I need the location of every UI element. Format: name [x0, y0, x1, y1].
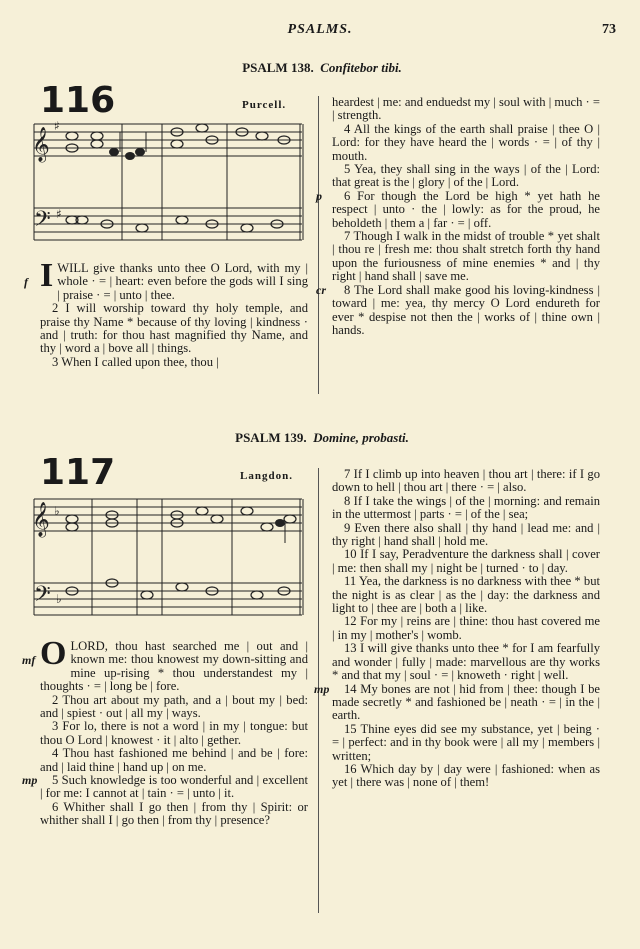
dynamic-mark: mp — [314, 681, 330, 696]
verse-8 — [316, 282, 600, 338]
verse-7: 7 If I climb up into heaven | thou art | there: if I go down to hell | thou art | there · = | also. — [332, 467, 600, 495]
verse-9: 9 Even there also shall | thy hand | lead me: and | thy right | hand shall | hold me. — [332, 520, 600, 549]
running-title: PSALMS. — [287, 22, 353, 37]
verse-3: 3 For lo, there is not a word | in my | tongue: but thou O Lord | knowest · it | alto | gether. — [40, 719, 308, 747]
verse-12: 12 For my | reins are | thine: thou hast covered me | in my | mother's | womb. — [332, 614, 600, 642]
verse-14 — [314, 681, 600, 723]
verse-5 — [22, 773, 308, 801]
drop-cap: I — [40, 257, 54, 294]
dynamic-mark: f — [24, 275, 28, 289]
dynamic-mark: cr — [316, 282, 326, 297]
verse-11: 11 Yea, the darkness is no darkness with thee * but the night is as clear | as the | day: the darkness and light to | thee are | both a | like. — [332, 574, 600, 616]
dynamic-mark: mp — [22, 773, 38, 788]
verse-text: WILL give thanks unto thee O Lord, with my | whole · = | heart: even before the gods will I sing | praise · = | unto | thee. — [57, 261, 308, 302]
svg-text:♭: ♭ — [54, 504, 60, 518]
verse-text: 5 Such knowledge is too wonderful and | excellent | for me: I cannot at | tain · = | unto | it. — [40, 773, 308, 801]
verse-6: 6 Whither shall I go then | from thy | Spirit: or whither shall I | go then | from thy | presence? — [40, 799, 308, 828]
tune-name-langdon: Langdon. — [240, 470, 293, 482]
verse-2: 2 I will worship toward thy holy temple, and praise thy Name * because of thy loving | kindness · and | truth: for thou hast magnified thy Name, and thy | word a | bove all | things. — [40, 301, 308, 356]
page-number: 73 — [602, 22, 616, 37]
psalm-138-heading — [22, 60, 622, 76]
verse-text: 6 For though the Lord be high * yet hath he respect | unto · the | lowly: as for the proud, he beholdeth | them a | far · = | off. — [332, 188, 600, 230]
verse-1 — [22, 635, 308, 694]
hymn-number-116: 116 — [40, 80, 116, 121]
verse-4: 4 All the kings of the earth shall praise | thee O | Lord: for they have heard the | words · = | of thy | mouth. — [332, 121, 600, 163]
verse-10: 10 If I say, Peradventure the darkness shall | cover | me: then shall my | night be | turned · to | day. — [332, 547, 600, 575]
verse-text: 8 The Lord shall make good his loving-kindness | toward | me: yea, thy mercy O Lord endureth for ever * despise not then the | works of | thine own | hands. — [332, 282, 600, 337]
treble-staff — [32, 499, 302, 538]
verse-3: 3 When I called upon thee, thou | — [52, 354, 219, 369]
svg-text:𝄢: 𝄢 — [34, 207, 51, 237]
barlines — [34, 124, 303, 240]
verse-2: 2 Thou art about my path, and a | bout my | bed: and | spiest · out | all my | ways. — [40, 692, 308, 721]
psalm-139-latin: Domine, probasti. — [313, 430, 409, 445]
verse-text: 14 My bones are not | hid from | thee: though I be made secretly * and fashioned be | neath · = | in the | earth. — [332, 681, 600, 723]
psalm-139-heading — [22, 430, 622, 446]
svg-text:𝄢: 𝄢 — [34, 582, 51, 612]
psalm-139-right-column — [314, 467, 600, 790]
svg-text:𝄞: 𝄞 — [32, 127, 50, 162]
verse-6 — [316, 188, 600, 230]
psalm-139-left-column — [22, 635, 308, 828]
svg-text:♯: ♯ — [56, 207, 62, 221]
psalm-138-title: PSALM 138. — [242, 60, 314, 75]
verse-1 — [24, 257, 308, 302]
verse-7: 7 Though I walk in the midst of trouble * yet shalt | thou re | fresh me: thou shalt stretch forth thy hand upon the furiousness of mine enemies * and | thy right | hand shall | save me. — [332, 229, 600, 284]
verse-5: 5 Yea, they shall sing in the ways | of the | Lord: that great is the | glory | of the | Lord. — [332, 162, 600, 190]
tune-name-purcell: Purcell. — [242, 99, 287, 111]
hymn-number-117: 117 — [40, 452, 116, 493]
verse-15: 15 Thine eyes did see my substance, yet | being · = | perfect: and in thy book were | all my | members | written; — [332, 721, 600, 763]
barlines — [34, 499, 303, 615]
psalm-138-left-column — [24, 257, 308, 369]
psalm-138-latin: Confitebor tibi. — [320, 60, 402, 75]
verse-text: LORD, thou hast searched me | out and | known me: thou knowest my down-sitting and mine up-rising * thou understandest my | thoughts · = | long be | fore. — [40, 639, 308, 694]
notes — [66, 507, 296, 599]
music-staff-117 — [22, 485, 304, 630]
treble-staff — [32, 119, 302, 163]
svg-text:♯: ♯ — [54, 119, 60, 133]
music-staff-116 — [22, 110, 304, 255]
svg-text:♭: ♭ — [56, 592, 62, 606]
verse-4: 4 Thou hast fashioned me behind | and be | fore: and | laid thine | hand up | on me. — [40, 746, 308, 774]
verse-16: 16 Which day by | day were | fashioned: when as yet | there was | none of | them! — [332, 761, 600, 790]
verse-3-cont: heardest | me: and enduedst my | soul with | much · = | strength. — [332, 95, 600, 123]
verse-13: 13 I will give thanks unto thee * for I am fearfully and wonder | fully | made: marvellous are thy works * and that my | soul · = | knoweth · right | well. — [332, 641, 600, 683]
dynamic-mark: p — [316, 188, 322, 203]
column-divider-138 — [318, 96, 319, 394]
verse-8: 8 If I take the wings | of the | morning: and remain in the uttermost | parts · = | of the | sea; — [332, 493, 600, 522]
psalm-138-right-column — [316, 95, 600, 337]
psalm-139-title: PSALM 139. — [235, 430, 307, 445]
svg-text:𝄞: 𝄞 — [32, 502, 50, 537]
drop-cap: O — [40, 635, 67, 672]
dynamic-mark: mf — [22, 653, 36, 667]
